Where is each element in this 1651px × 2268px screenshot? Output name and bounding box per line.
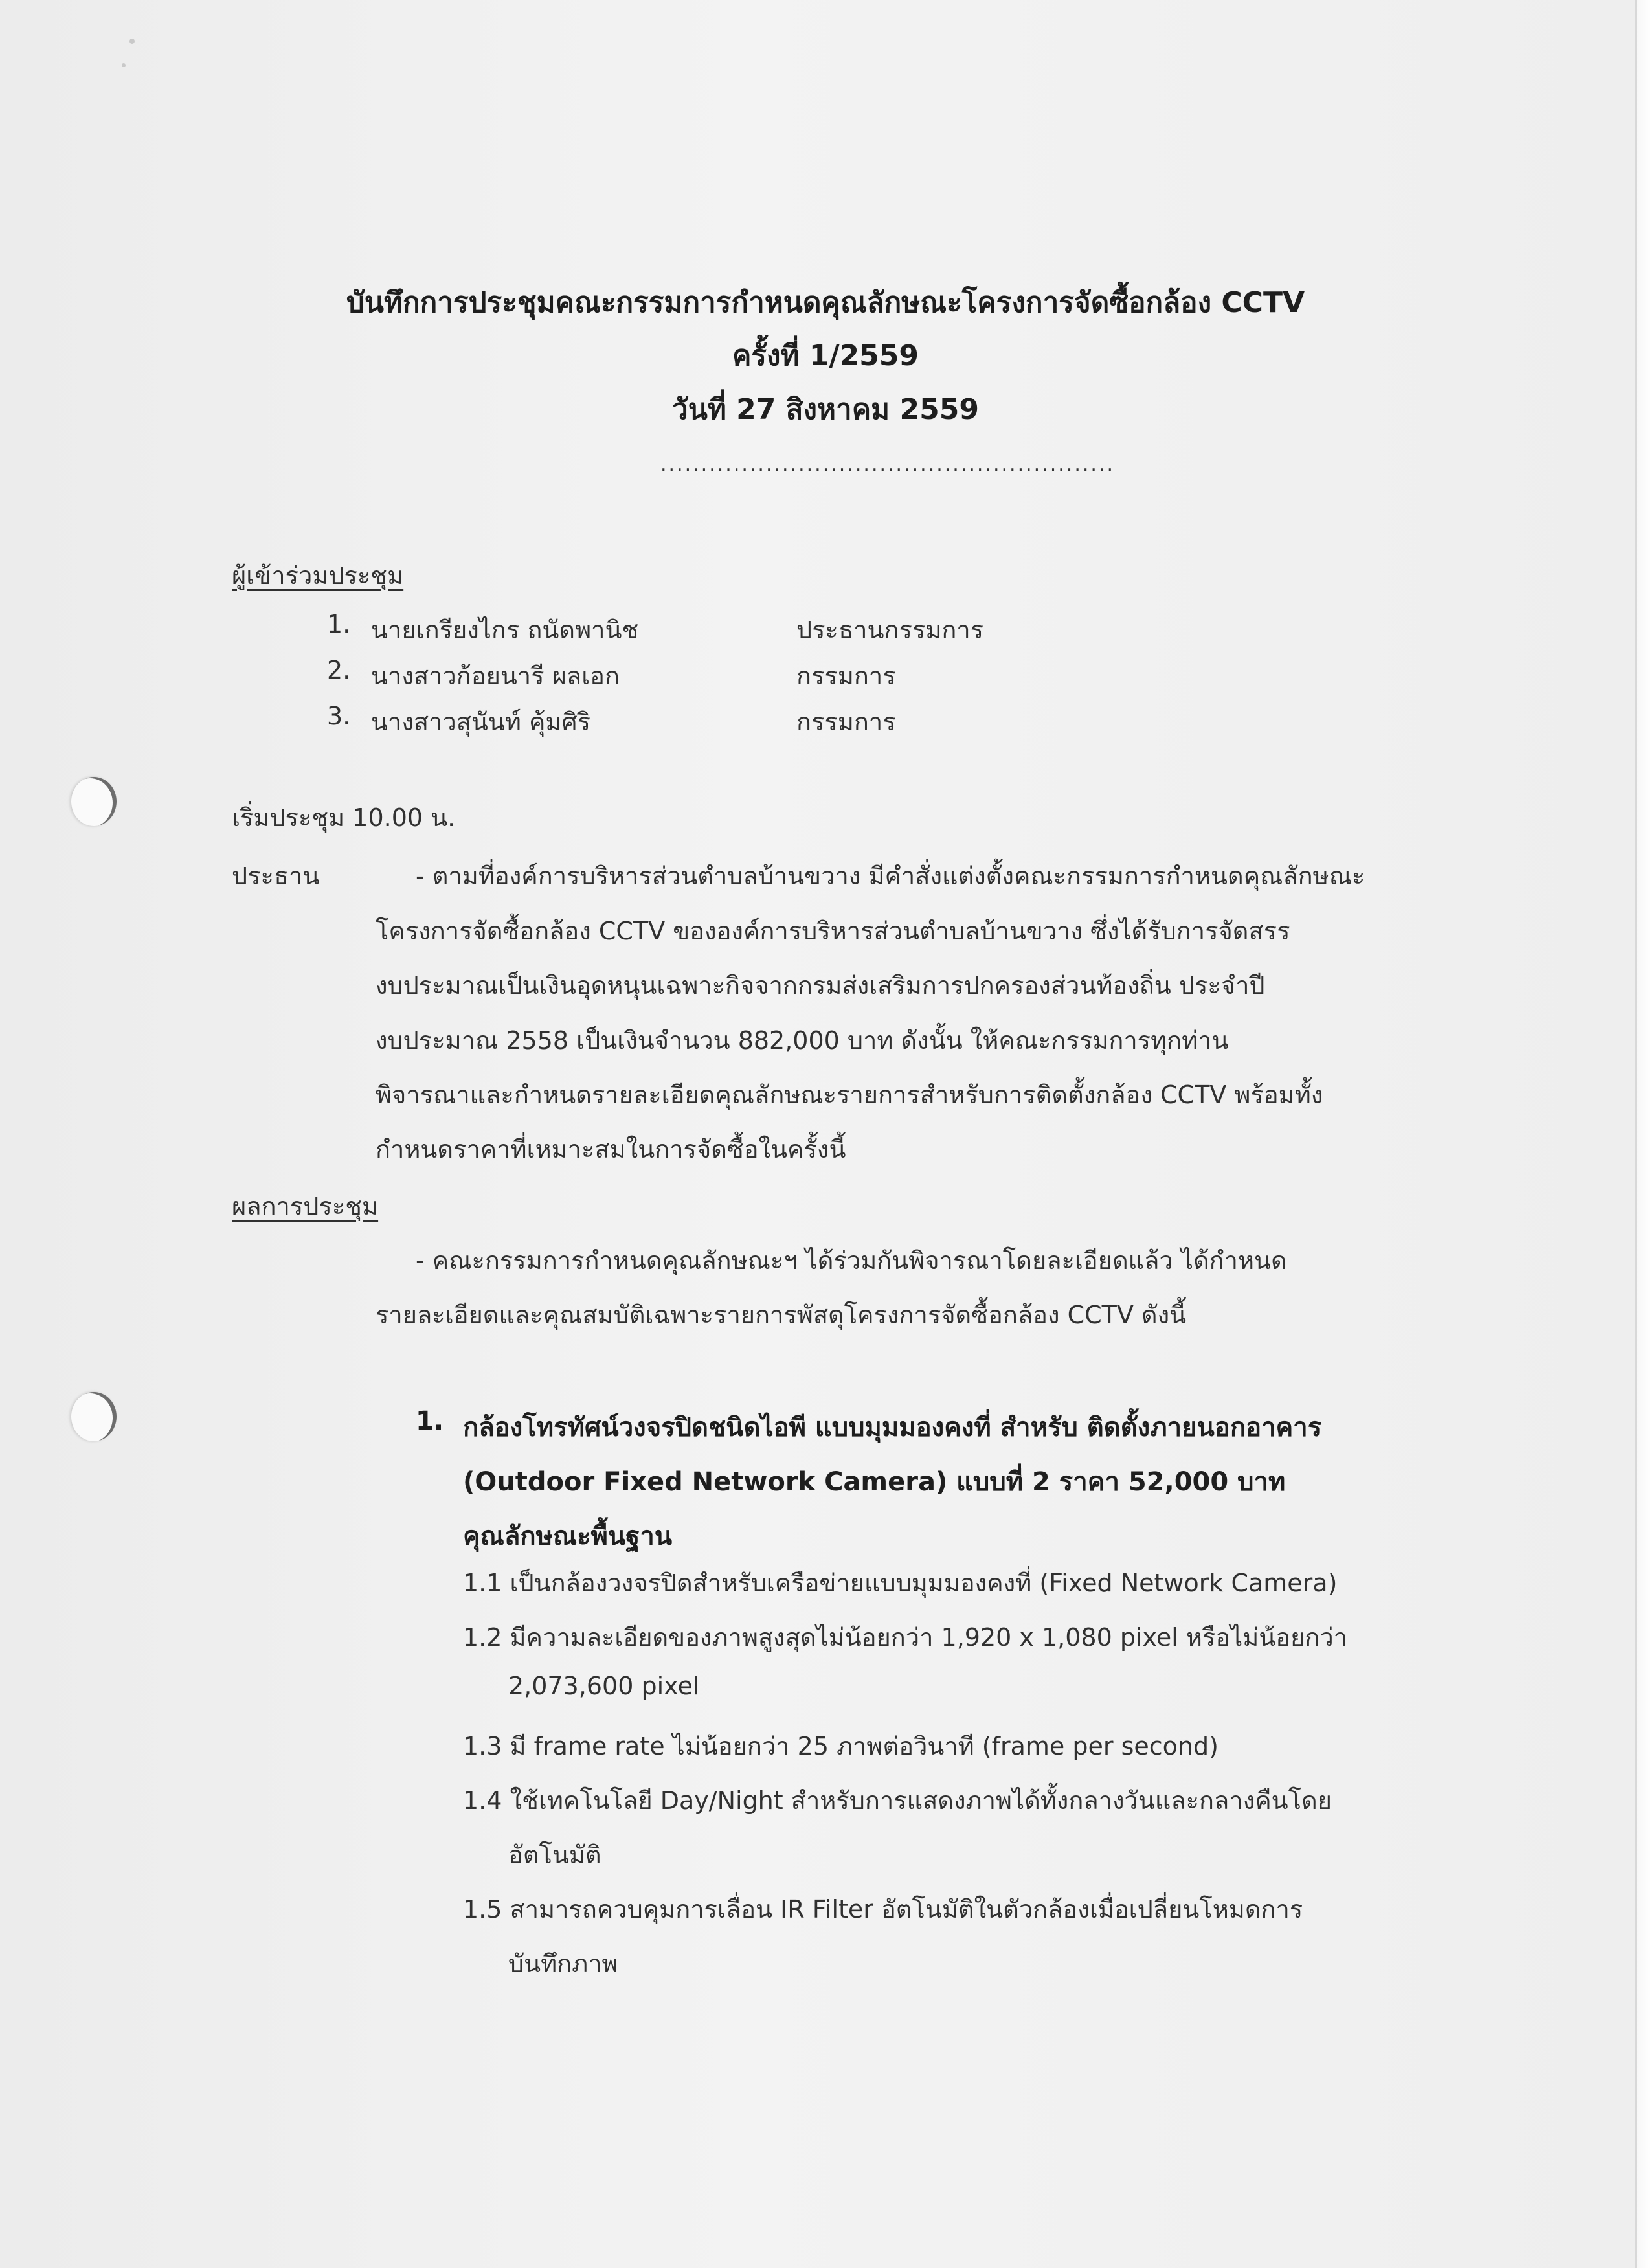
attendee-name: นางสาวสุนันท์ คุ้มศิริ <box>371 708 591 736</box>
paper-smudge <box>129 39 135 44</box>
spec-line: 1.2 มีความละเอียดของภาพสูงสุดไม่น้อยกว่า 1,920 x 1,080 pixel หรือไม่น้อยกว่า <box>463 1623 1348 1652</box>
attendees-heading: ผู้เข้าร่วมประชุม <box>232 561 404 590</box>
item-title-line: (Outdoor Fixed Network Camera) แบบที่ 2 ราคา 52,000 บาท <box>463 1467 1286 1497</box>
chairman-text-line: - ตามที่องค์การบริหารส่วนตำบลบ้านขวาง มีคำสั่งแต่งตั้งคณะกรรมการกำหนดคุณลักษณะ <box>416 862 1365 890</box>
spec-line: 1.1 เป็นกล้องวงจรปิดสำหรับเครือข่ายแบบมุมมองคงที่ (Fixed Network Camera) <box>463 1569 1338 1597</box>
item-title-line: กล้องโทรทัศน์วงจรปิดชนิดไอพี แบบมุมมองคงที่ สำหรับ ติดตั้งภายนอกอาคาร <box>463 1413 1322 1443</box>
meeting-start-time: เริ่มประชุม 10.00 น. <box>232 803 456 832</box>
paper-smudge <box>122 63 126 67</box>
attendee-number: 2. <box>327 656 351 684</box>
chairman-text-line: งบประมาณเป็นเงินอุดหนุนเฉพาะกิจจากกรมส่งเสริมการปกครองส่วนท้องถิ่น ประจำปี <box>376 971 1265 1000</box>
spec-line: 1.4 ใช้เทคโนโลยี Day/Night สำหรับการแสดงภาพได้ทั้งกลางวันและกลางคืนโดย <box>463 1786 1332 1815</box>
result-text-line: รายละเอียดและคุณสมบัติเฉพาะรายการพัสดุโครงการจัดซื้อกล้อง CCTV ดังนี้ <box>376 1301 1187 1329</box>
result-heading: ผลการประชุม <box>232 1192 379 1220</box>
item-number: 1. <box>416 1406 444 1436</box>
chairman-text-line: งบประมาณ 2558 เป็นเงินจำนวน 882,000 บาท ดังนั้น ให้คณะกรรมการทุกท่าน <box>376 1026 1229 1055</box>
meeting-number: ครั้งที่ 1/2559 <box>732 339 919 372</box>
chairman-label: ประธาน <box>232 862 320 890</box>
spec-line: 1.5 สามารถควบคุมการเลื่อน IR Filter อัตโนมัติในตัวกล้องเมื่อเปลี่ยนโหมดการ <box>463 1895 1303 1924</box>
attendee-number: 3. <box>327 702 351 730</box>
attendee-role: ประธานกรรมการ <box>796 616 984 644</box>
chairman-text-line: กำหนดราคาที่เหมาะสมในการจัดซื้อในครั้งนี้ <box>376 1135 846 1163</box>
spec-line: อัตโนมัติ <box>508 1841 601 1869</box>
meeting-date: วันที่ 27 สิงหาคม 2559 <box>672 393 979 426</box>
paper-edge <box>1635 0 1651 2268</box>
punch-hole-top <box>71 777 117 826</box>
attendee-number: 1. <box>327 610 351 638</box>
chairman-text-line: พิจารณาและกำหนดรายละเอียดคุณลักษณะรายการสำหรับการติดตั้งกล้อง CCTV พร้อมทั้ง <box>376 1081 1323 1109</box>
attendee-role: กรรมการ <box>796 662 896 690</box>
spec-line: 1.3 มี frame rate ไม่น้อยกว่า 25 ภาพต่อวินาที (frame per second) <box>463 1732 1219 1760</box>
item-subheading: คุณลักษณะพื้นฐาน <box>463 1521 673 1551</box>
attendee-name: นางสาวก้อยนารี ผลเอก <box>371 662 620 690</box>
document-title: บันทึกการประชุมคณะกรรมการกำหนดคุณลักษณะโครงการจัดซื้อกล้อง CCTV <box>346 286 1305 319</box>
title-separator: ........................................................ <box>660 453 1116 476</box>
spec-line: บันทึกภาพ <box>508 1949 618 1978</box>
attendee-name: นายเกรียงไกร ถนัดพานิช <box>371 616 639 644</box>
chairman-text-line: โครงการจัดซื้อกล้อง CCTV ขององค์การบริหารส่วนตำบลบ้านขวาง ซึ่งได้รับการจัดสรร <box>376 917 1290 945</box>
attendee-role: กรรมการ <box>796 708 896 736</box>
spec-line: 2,073,600 pixel <box>508 1672 700 1700</box>
result-text-line: - คณะกรรมการกำหนดคุณลักษณะฯ ได้ร่วมกันพิจารณาโดยละเอียดแล้ว ได้กำหนด <box>416 1246 1287 1275</box>
punch-hole-bottom <box>71 1392 117 1441</box>
